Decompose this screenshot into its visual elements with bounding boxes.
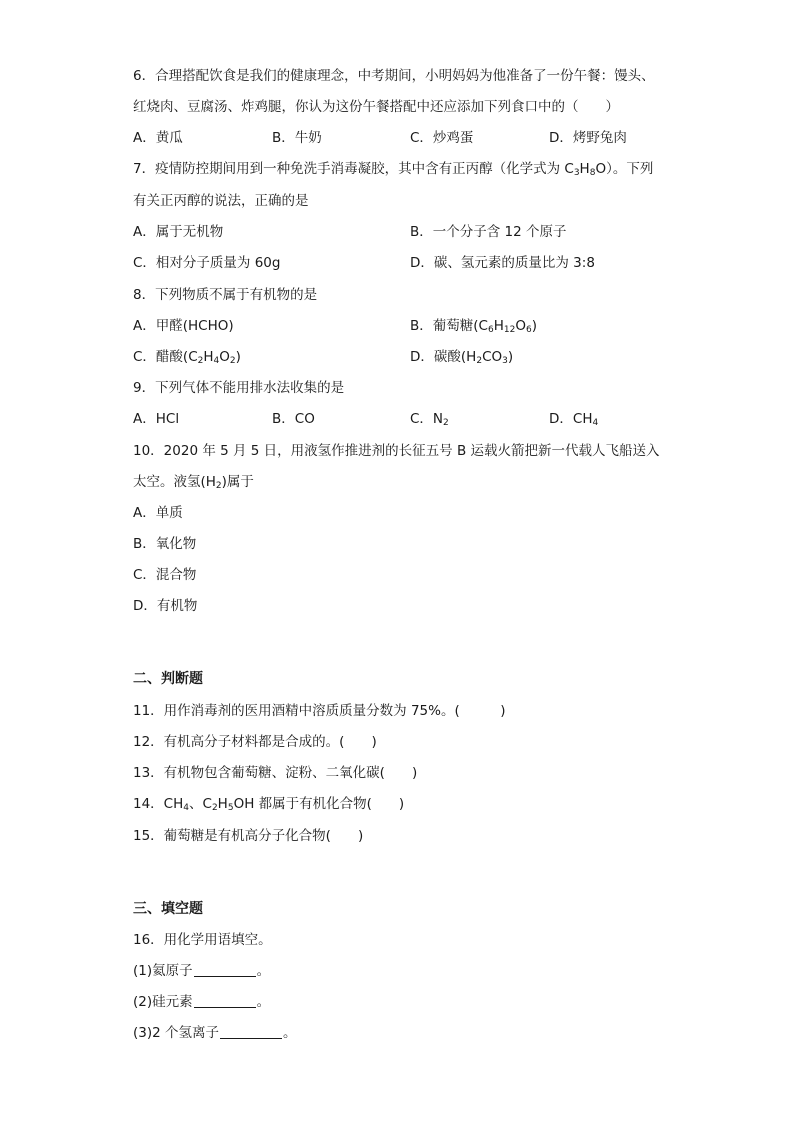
q8-stem: 8．下列物质不属于有机物的是 [133, 287, 318, 303]
q15-statement: 15．葡萄糖是有机高分子化合物( ) [133, 828, 364, 844]
q7-option-c: C．相对分子质量为 60g [133, 255, 281, 271]
q10-option-d: D．有机物 [133, 598, 198, 614]
section-2-title: 二、判断题 [133, 671, 203, 687]
q10-option-c: C．混合物 [133, 567, 197, 583]
q10-option-a: A．单质 [133, 505, 183, 521]
answer-blank-1[interactable] [194, 963, 256, 977]
q7-option-a: A．属于无机物 [133, 224, 224, 240]
q6-option-b: B．牛奶 [272, 130, 322, 146]
q6-option-d: D．烤野兔肉 [549, 130, 627, 146]
q16-part-1: (1)氦原子 。 [133, 963, 271, 979]
q12-statement: 12．有机高分子材料都是合成的。( ) [133, 734, 377, 750]
q16-part-2: (2)硅元素 。 [133, 994, 271, 1010]
q7-option-d: D．碳、氢元素的质量比为 3:8 [410, 255, 595, 271]
q7-stem-line2: 有关正丙醇的说法，正确的是 [133, 193, 309, 209]
q6-stem-line2: 红烧肉、豆腐汤、炸鸡腿，你认为这份午餐搭配中还应添加下列食口中的（ ） [133, 99, 619, 115]
q10-stem-line1: 10．2020 年 5 月 5 日，用液氢作推进剂的长征五号 B 运载火箭把新一代载人飞船送入 [133, 443, 660, 459]
q16-part-3: (3)2 个氢离子 。 [133, 1025, 297, 1041]
q8-option-a: A．甲醛(HCHO) [133, 318, 234, 334]
answer-blank-3[interactable] [220, 1025, 282, 1039]
section-3-title: 三、填空题 [133, 901, 203, 917]
q7-stem-line1: 7．疫情防控期间用到一种免洗手消毒凝胶，其中含有正丙醇（化学式为 $C_3H_8O$）。下列 [133, 161, 654, 178]
q13-statement: 13．有机物包含葡萄糖、淀粉、二氧化碳( ) [133, 765, 418, 781]
q14-statement: 14．$CH_4$、$C_2H_5OH$ 都属于有机化合物( ) [133, 796, 405, 813]
q7-option-b: B．一个分子含 12 个原子 [410, 224, 567, 240]
q16-stem: 16．用化学用语填空。 [133, 932, 272, 948]
q9-option-c: C．$N_2$ [410, 411, 449, 428]
q10-option-b: B．氧化物 [133, 536, 197, 552]
q6-option-c: C．炒鸡蛋 [410, 130, 474, 146]
q8-option-d: D．碳酸$(H_2CO_3)$ [410, 349, 514, 366]
q8-option-c: C．醋酸$(C_2H_4O_2)$ [133, 349, 241, 366]
q9-option-b: B．CO [272, 411, 315, 427]
q6-stem-line1: 6．合理搭配饮食是我们的健康理念，中考期间，小明妈妈为他准备了一份午餐：馒头、 [133, 68, 655, 84]
q9-option-a: A．HCl [133, 411, 180, 427]
q6-option-a: A．黄瓜 [133, 130, 183, 146]
q10-stem-line2: 太空。液氢$(H_2)$属于 [133, 474, 254, 491]
q9-stem: 9．下列气体不能用排水法收集的是 [133, 380, 345, 396]
answer-blank-2[interactable] [194, 994, 256, 1008]
q8-option-b: B．葡萄糖$(C_6H_{12}O_6)$ [410, 318, 537, 335]
q11-statement: 11．用作消毒剂的医用酒精中溶质质量分数为 75%。( ) [133, 703, 506, 719]
q9-option-d: D．$CH_4$ [549, 411, 599, 428]
